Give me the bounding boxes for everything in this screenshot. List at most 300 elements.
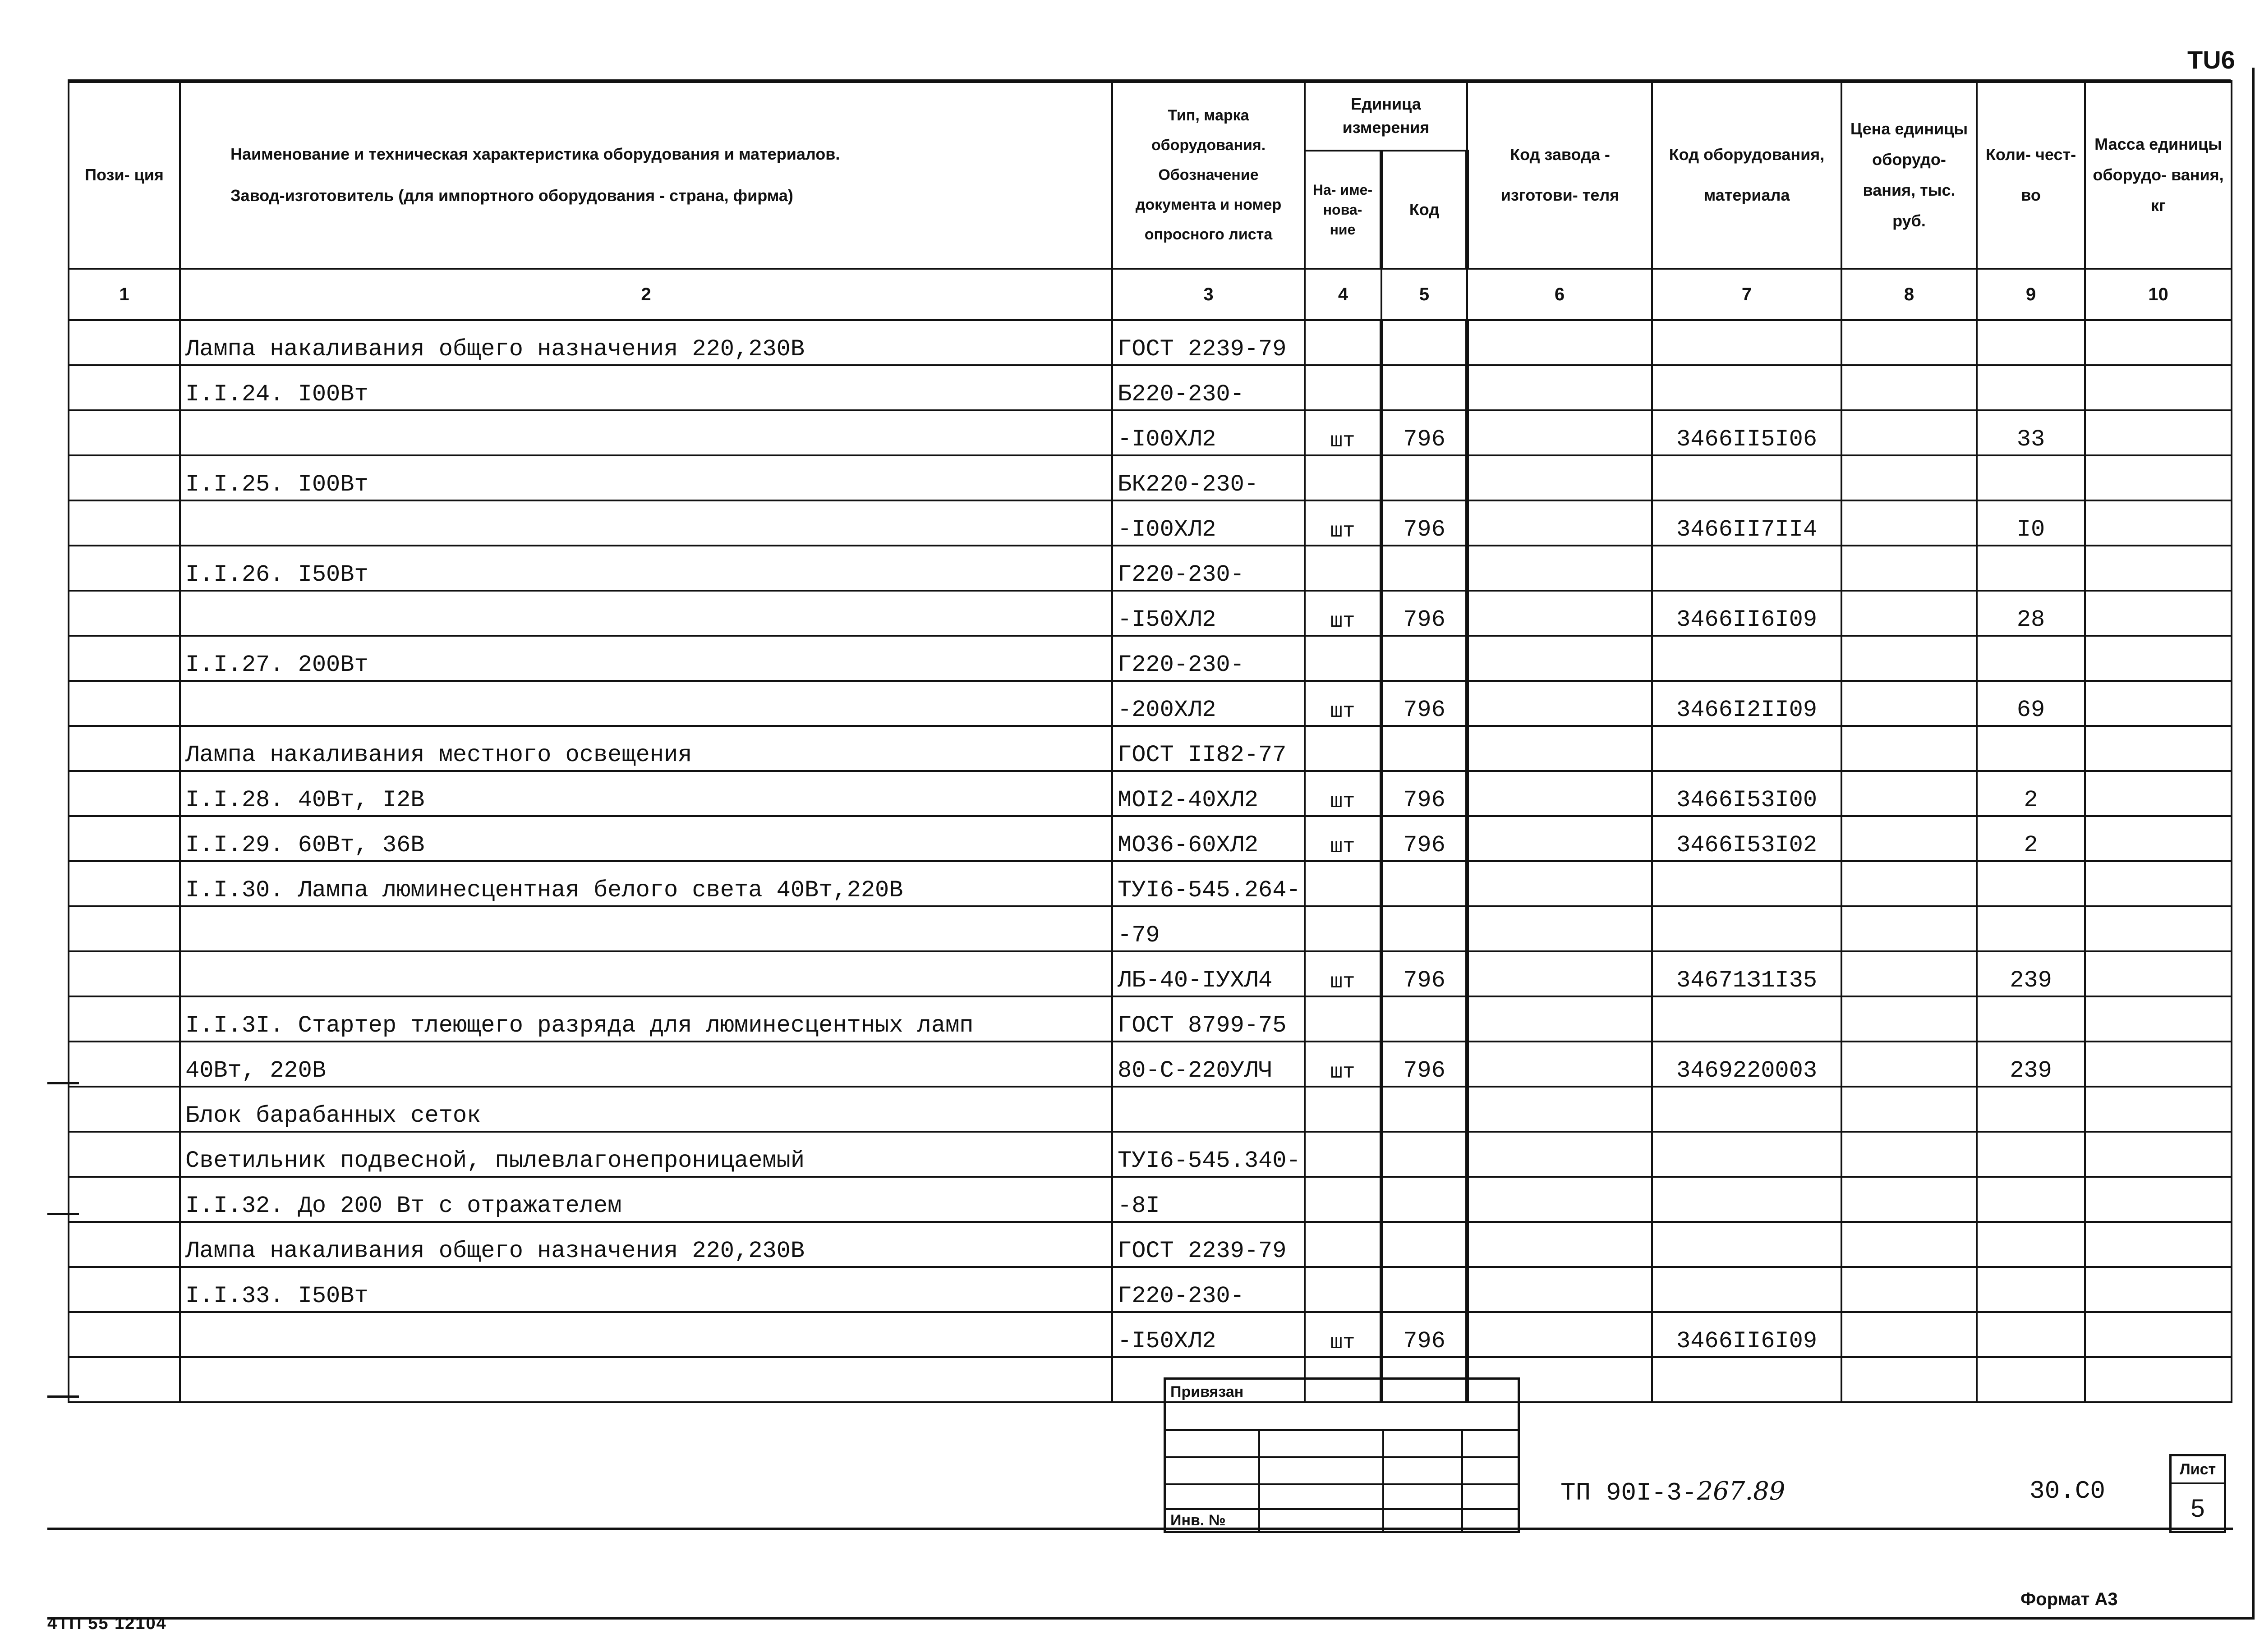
unit-name-cell: [1305, 1222, 1381, 1267]
column-number: 3: [1112, 269, 1305, 320]
position-cell: [69, 636, 180, 681]
unit-code-cell: 796: [1381, 500, 1467, 546]
price-cell: [1841, 410, 1977, 455]
quantity-cell: [1977, 996, 2085, 1042]
table-row: [69, 726, 2232, 771]
equipment-code-cell: [1652, 1087, 1841, 1132]
equipment-code-cell: [1652, 996, 1841, 1042]
price-cell: [1841, 365, 1977, 410]
mass-cell: [2085, 410, 2232, 455]
unit-code-cell: [1381, 365, 1467, 410]
position-cell: [69, 455, 180, 500]
document-code-handwritten: 267.89: [1697, 1477, 1786, 1506]
quantity-cell: I0: [1977, 500, 2085, 546]
unit-name-cell: [1305, 1132, 1381, 1177]
column-number: 6: [1467, 269, 1652, 320]
price-cell: [1841, 591, 1977, 636]
equipment-code-cell: [1652, 365, 1841, 410]
unit-code-cell: [1381, 1132, 1467, 1177]
quantity-cell: 69: [1977, 681, 2085, 726]
unit-name-cell: шт: [1305, 1042, 1381, 1087]
table-row: [69, 591, 2232, 636]
factory-code-cell: [1467, 861, 1652, 906]
table-row: [69, 1357, 2232, 1402]
factory-code-cell: [1467, 726, 1652, 771]
quantity-cell: [1977, 726, 2085, 771]
name-cell: [180, 1357, 1112, 1402]
mass-cell: [2085, 1177, 2232, 1222]
type-cell: ТУI6-545.340-: [1112, 1132, 1305, 1177]
equipment-code-cell: [1652, 1177, 1841, 1222]
unit-name-cell: [1305, 996, 1381, 1042]
unit-code-cell: 796: [1381, 1312, 1467, 1357]
factory-code-cell: [1467, 365, 1652, 410]
type-cell: -79: [1112, 906, 1305, 951]
sheet-label: Лист: [2172, 1456, 2224, 1484]
name-cell: I.I.28. 40Вт, I2В: [180, 771, 1112, 816]
name-cell: I.I.32. До 200 Вт с отражателем: [180, 1177, 1112, 1222]
quantity-cell: [1977, 1312, 2085, 1357]
unit-name-cell: шт: [1305, 816, 1381, 861]
mass-cell: [2085, 1087, 2232, 1132]
table-row: [69, 1132, 2232, 1177]
quantity-cell: 2: [1977, 771, 2085, 816]
price-cell: [1841, 546, 1977, 591]
mass-cell: [2085, 951, 2232, 996]
unit-code-cell: [1381, 906, 1467, 951]
unit-code-cell: [1381, 996, 1467, 1042]
factory-code-cell: [1467, 1087, 1652, 1132]
type-cell: -I50ХЛ2: [1112, 1312, 1305, 1357]
unit-name-cell: [1305, 1087, 1381, 1132]
mass-cell: [2085, 1357, 2232, 1402]
column-number: 10: [2085, 269, 2232, 320]
quantity-cell: 239: [1977, 1042, 2085, 1087]
type-cell: Г220-230-: [1112, 636, 1305, 681]
quantity-cell: [1977, 365, 2085, 410]
equipment-code-cell: [1652, 906, 1841, 951]
position-cell: [69, 996, 180, 1042]
equipment-code-cell: [1652, 726, 1841, 771]
price-cell: [1841, 681, 1977, 726]
header-unit-group: Единица измерения: [1305, 81, 1467, 151]
document-code-prefix: ТП 90I-3-: [1560, 1478, 1697, 1507]
unit-name-cell: [1305, 1177, 1381, 1222]
position-cell: [69, 861, 180, 906]
unit-code-cell: 796: [1381, 681, 1467, 726]
equipment-code-cell: [1652, 455, 1841, 500]
unit-name-cell: [1305, 1267, 1381, 1312]
equipment-code-cell: 3466I2II09: [1652, 681, 1841, 726]
mass-cell: [2085, 726, 2232, 771]
name-cell: [180, 591, 1112, 636]
position-cell: [69, 771, 180, 816]
factory-code-cell: [1467, 410, 1652, 455]
price-cell: [1841, 1042, 1977, 1087]
equipment-code-cell: [1652, 1222, 1841, 1267]
inventory-stamp-text: 4ТП 55 12104: [47, 1614, 167, 1633]
price-cell: [1841, 906, 1977, 951]
unit-name-cell: [1305, 636, 1381, 681]
column-number-row: [69, 269, 2232, 320]
price-cell: [1841, 996, 1977, 1042]
mass-cell: [2085, 906, 2232, 951]
unit-code-cell: [1381, 320, 1467, 365]
stamp-divider: [1382, 1429, 1384, 1531]
quantity-cell: [1977, 861, 2085, 906]
name-cell: I.I.29. 60Вт, 36В: [180, 816, 1112, 861]
header-price: Цена единицы оборудо- вания, тыс. руб.: [1841, 81, 1977, 269]
column-number: 1: [69, 269, 180, 320]
name-cell: [180, 681, 1112, 726]
equipment-code-cell: 34671З1I35: [1652, 951, 1841, 996]
type-cell: ТУI6-545.264-: [1112, 861, 1305, 906]
mass-cell: [2085, 771, 2232, 816]
column-number: 9: [1977, 269, 2085, 320]
table-row: [69, 546, 2232, 591]
unit-name-cell: [1305, 546, 1381, 591]
header-name-line1: Наименование и техническая характеристика оборудования и материалов.: [230, 145, 840, 163]
table-row: [69, 1042, 2232, 1087]
equipment-code-cell: [1652, 861, 1841, 906]
unit-code-cell: [1381, 1087, 1467, 1132]
unit-code-cell: [1381, 861, 1467, 906]
factory-code-cell: [1467, 816, 1652, 861]
factory-code-cell: [1467, 1042, 1652, 1087]
factory-code-cell: [1467, 1312, 1652, 1357]
name-cell: [180, 906, 1112, 951]
table-row: [69, 1222, 2232, 1267]
mass-cell: [2085, 816, 2232, 861]
position-cell: [69, 320, 180, 365]
left-margin-tick: [47, 1213, 79, 1215]
unit-code-cell: [1381, 726, 1467, 771]
price-cell: [1841, 726, 1977, 771]
unit-code-cell: [1381, 546, 1467, 591]
mass-cell: [2085, 455, 2232, 500]
equipment-code-cell: 3466II6I09: [1652, 591, 1841, 636]
factory-code-cell: [1467, 951, 1652, 996]
price-cell: [1841, 1132, 1977, 1177]
price-cell: [1841, 951, 1977, 996]
unit-name-cell: шт: [1305, 771, 1381, 816]
unit-name-cell: шт: [1305, 591, 1381, 636]
table-row: [69, 951, 2232, 996]
header-unit-code: Код: [1381, 151, 1467, 269]
column-number: 7: [1652, 269, 1841, 320]
price-cell: [1841, 861, 1977, 906]
equipment-code-cell: [1652, 1267, 1841, 1312]
name-cell: I.I.27. 200Вт: [180, 636, 1112, 681]
equipment-code-cell: 3466II5I06: [1652, 410, 1841, 455]
price-cell: [1841, 1312, 1977, 1357]
unit-code-cell: [1381, 636, 1467, 681]
name-cell: [180, 500, 1112, 546]
quantity-cell: 33: [1977, 410, 2085, 455]
equipment-code-cell: 3466II6I09: [1652, 1312, 1841, 1357]
mass-cell: [2085, 1222, 2232, 1267]
unit-name-cell: шт: [1305, 951, 1381, 996]
position-cell: [69, 1357, 180, 1402]
name-cell: I.I.30. Лампа люминесцентная белого света 40Вт,220В: [180, 861, 1112, 906]
header-quantity: Коли- чест- во: [1977, 81, 2085, 269]
left-margin-tick: [47, 1395, 79, 1398]
type-cell: ЛБ-40-IУХЛ4: [1112, 951, 1305, 996]
position-cell: [69, 365, 180, 410]
mass-cell: [2085, 1312, 2232, 1357]
price-cell: [1841, 1357, 1977, 1402]
mass-cell: [2085, 320, 2232, 365]
unit-name-cell: [1305, 726, 1381, 771]
column-number: 5: [1381, 269, 1467, 320]
factory-code-cell: [1467, 906, 1652, 951]
quantity-cell: 2: [1977, 816, 2085, 861]
frame-bottom-outer-border: [47, 1617, 2255, 1620]
price-cell: [1841, 816, 1977, 861]
position-cell: [69, 500, 180, 546]
name-cell: [180, 951, 1112, 996]
unit-name-cell: [1305, 906, 1381, 951]
column-number: 8: [1841, 269, 1977, 320]
equipment-code-cell: [1652, 320, 1841, 365]
section-code: 30.C0: [2030, 1477, 2106, 1505]
quantity-cell: [1977, 1222, 2085, 1267]
name-cell: Лампа накаливания местного освещения: [180, 726, 1112, 771]
mass-cell: [2085, 636, 2232, 681]
factory-code-cell: [1467, 455, 1652, 500]
type-cell: МОI2-40ХЛ2: [1112, 771, 1305, 816]
stamp-rule: [1166, 1456, 1518, 1458]
position-cell: [69, 816, 180, 861]
unit-name-cell: шт: [1305, 500, 1381, 546]
mass-cell: [2085, 1042, 2232, 1087]
position-cell: [69, 1267, 180, 1312]
name-cell: 40Вт, 220В: [180, 1042, 1112, 1087]
header-factory-code: Код завода - изготови- теля: [1467, 81, 1652, 269]
unit-name-cell: [1305, 320, 1381, 365]
name-cell: I.I.33. I50Вт: [180, 1267, 1112, 1312]
table-row: [69, 906, 2232, 951]
unit-name-cell: шт: [1305, 410, 1381, 455]
quantity-cell: 28: [1977, 591, 2085, 636]
quantity-cell: [1977, 1267, 2085, 1312]
column-number: 2: [180, 269, 1112, 320]
price-cell: [1841, 771, 1977, 816]
table-row: [69, 410, 2232, 455]
quantity-cell: [1977, 320, 2085, 365]
header-type: Тип, марка оборудования. Обозначение документа и номер опросного листа: [1112, 81, 1305, 269]
type-cell: Б220-230-: [1112, 365, 1305, 410]
price-cell: [1841, 636, 1977, 681]
equipment-code-cell: 3466II7II4: [1652, 500, 1841, 546]
mass-cell: [2085, 1267, 2232, 1312]
factory-code-cell: [1467, 591, 1652, 636]
bound-label: Привязан: [1170, 1383, 1244, 1400]
unit-code-cell: [1381, 1267, 1467, 1312]
factory-code-cell: [1467, 546, 1652, 591]
type-cell: ГОСТ 8799-75: [1112, 996, 1305, 1042]
price-cell: [1841, 1177, 1977, 1222]
unit-code-cell: 796: [1381, 951, 1467, 996]
mass-cell: [2085, 996, 2232, 1042]
table-row: [69, 996, 2232, 1042]
unit-code-cell: 796: [1381, 591, 1467, 636]
price-cell: [1841, 1087, 1977, 1132]
position-cell: [69, 591, 180, 636]
header-position: Пози- ция: [69, 81, 180, 269]
type-cell: -I50ХЛ2: [1112, 591, 1305, 636]
sheet-number: 5: [2191, 1494, 2205, 1522]
factory-code-cell: [1467, 1132, 1652, 1177]
unit-name-cell: [1305, 365, 1381, 410]
mass-cell: [2085, 1132, 2232, 1177]
mass-cell: [2085, 365, 2232, 410]
name-cell: I.I.24. I00Вт: [180, 365, 1112, 410]
equipment-code-cell: [1652, 546, 1841, 591]
factory-code-cell: [1467, 1267, 1652, 1312]
header-equipment-code: Код оборудования, материала: [1652, 81, 1841, 269]
equipment-code-cell: 3466I53I02: [1652, 816, 1841, 861]
type-cell: -8I: [1112, 1177, 1305, 1222]
unit-name-cell: [1305, 455, 1381, 500]
type-cell: -I00ХЛ2: [1112, 500, 1305, 546]
quantity-cell: [1977, 455, 2085, 500]
type-cell: -I00ХЛ2: [1112, 410, 1305, 455]
type-cell: ГОСТ 2239-79: [1112, 320, 1305, 365]
unit-code-cell: 796: [1381, 771, 1467, 816]
price-cell: [1841, 320, 1977, 365]
equipment-code-cell: [1652, 1132, 1841, 1177]
position-cell: [69, 1177, 180, 1222]
sheet-number-box: [2169, 1454, 2226, 1533]
type-cell: [1112, 1087, 1305, 1132]
equipment-code-cell: [1652, 636, 1841, 681]
factory-code-cell: [1467, 996, 1652, 1042]
equipment-code-cell: 3469220003: [1652, 1042, 1841, 1087]
type-cell: БК220-230-: [1112, 455, 1305, 500]
position-cell: [69, 1042, 180, 1087]
factory-code-cell: [1467, 636, 1652, 681]
position-cell: [69, 726, 180, 771]
table-row: [69, 816, 2232, 861]
table-row: [69, 636, 2232, 681]
table-row: [69, 861, 2232, 906]
type-cell: ГОСТ 2239-79: [1112, 1222, 1305, 1267]
position-cell: [69, 1132, 180, 1177]
factory-code-cell: [1467, 1222, 1652, 1267]
name-cell: [180, 410, 1112, 455]
table-row: [69, 455, 2232, 500]
unit-code-cell: 796: [1381, 816, 1467, 861]
factory-code-cell: [1467, 771, 1652, 816]
price-cell: [1841, 1222, 1977, 1267]
quantity-cell: [1977, 1132, 2085, 1177]
name-cell: [180, 1312, 1112, 1357]
unit-name-cell: [1305, 861, 1381, 906]
document-code: [1560, 1477, 1785, 1507]
header-unit-name: На- име- нова- ние: [1305, 151, 1381, 269]
name-cell: Лампа накаливания общего назначения 220,230В: [180, 320, 1112, 365]
quantity-cell: [1977, 906, 2085, 951]
quantity-cell: [1977, 1087, 2085, 1132]
format-label: Формат A3: [2020, 1589, 2118, 1609]
inventory-number-label: Инв. №: [1170, 1512, 1226, 1529]
name-cell: Светильник подвесной, пылевлагонепроницаемый: [180, 1132, 1112, 1177]
stamp-rule: [1166, 1508, 1518, 1510]
table-row: [69, 771, 2232, 816]
mass-cell: [2085, 546, 2232, 591]
table-row: [69, 1087, 2232, 1132]
frame-right-outer-border: [2252, 68, 2255, 1619]
factory-code-cell: [1467, 500, 1652, 546]
position-cell: [69, 1087, 180, 1132]
unit-name-cell: шт: [1305, 681, 1381, 726]
type-cell: Г220-230-: [1112, 1267, 1305, 1312]
name-cell: I.I.25. I00Вт: [180, 455, 1112, 500]
quantity-cell: [1977, 636, 2085, 681]
unit-code-cell: 796: [1381, 410, 1467, 455]
price-cell: [1841, 455, 1977, 500]
header-mass: Масса единицы оборудо- вания, кг: [2085, 81, 2232, 269]
name-cell: I.I.3I. Стартер тлеющего разряда для люминесцентных ламп: [180, 996, 1112, 1042]
stamp-rule: [1166, 1429, 1518, 1431]
table-row: [69, 1267, 2232, 1312]
name-cell: Лампа накаливания общего назначения 220,230В: [180, 1222, 1112, 1267]
corner-sheet-mark: TU6: [2187, 46, 2235, 74]
header-name-line2: Завод-изготовитель (для импортного оборудования - страна, фирма): [230, 186, 793, 205]
position-cell: [69, 1312, 180, 1357]
price-cell: [1841, 500, 1977, 546]
mass-cell: [2085, 681, 2232, 726]
position-cell: [69, 410, 180, 455]
mass-cell: [2085, 861, 2232, 906]
unit-code-cell: [1381, 455, 1467, 500]
unit-code-cell: [1381, 1177, 1467, 1222]
equipment-code-cell: 3466I53I00: [1652, 771, 1841, 816]
position-cell: [69, 681, 180, 726]
factory-code-cell: [1467, 681, 1652, 726]
column-number: 4: [1305, 269, 1381, 320]
mass-cell: [2085, 500, 2232, 546]
table-row: [69, 1177, 2232, 1222]
specification-table: [68, 80, 2232, 1403]
quantity-cell: [1977, 546, 2085, 591]
unit-code-cell: [1381, 1222, 1467, 1267]
name-cell: Блок барабанных сеток: [180, 1087, 1112, 1132]
bottom-frame-line: [47, 1528, 2233, 1530]
type-cell: 80-С-220УЛЧ: [1112, 1042, 1305, 1087]
factory-code-cell: [1467, 1177, 1652, 1222]
specification-rows: [69, 320, 2232, 1402]
table-row: [69, 320, 2232, 365]
binding-stamp: [1164, 1377, 1520, 1533]
quantity-cell: 239: [1977, 951, 2085, 996]
stamp-rule: [1166, 1483, 1518, 1485]
position-cell: [69, 906, 180, 951]
unit-code-cell: 796: [1381, 1042, 1467, 1087]
header-name: [180, 81, 1112, 269]
table-row: [69, 365, 2232, 410]
table-row: [69, 500, 2232, 546]
type-cell: МО36-60ХЛ2: [1112, 816, 1305, 861]
type-cell: ГОСТ II82-77: [1112, 726, 1305, 771]
table-row: [69, 681, 2232, 726]
quantity-cell: [1977, 1177, 2085, 1222]
type-cell: Г220-230-: [1112, 546, 1305, 591]
name-cell: I.I.26. I50Вт: [180, 546, 1112, 591]
type-cell: -200ХЛ2: [1112, 681, 1305, 726]
position-cell: [69, 951, 180, 996]
